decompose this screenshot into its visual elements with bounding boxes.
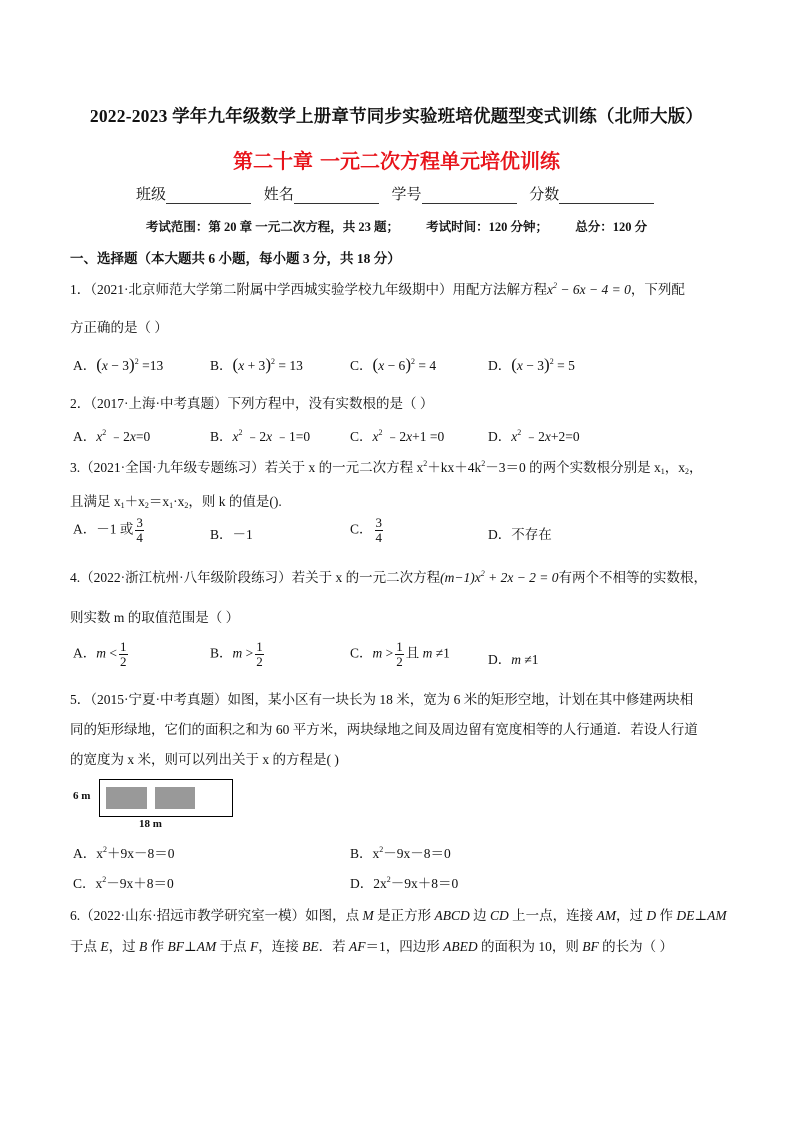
fraction: $\frac{1}{2}$ bbox=[256, 639, 263, 669]
question-1-line-2: 方正确的是（ ） bbox=[70, 320, 168, 335]
question-5-line-1 bbox=[70, 688, 693, 708]
question-1-equation: $x^2 - 6x - 4 = 0$ bbox=[547, 281, 631, 297]
question-5-line-3: 的宽度为 x 米，则可以列出关于 x 的方程是( ) bbox=[70, 752, 339, 767]
fraction: $\frac{3}{4}$ bbox=[136, 515, 143, 545]
question-1-line-1 bbox=[70, 278, 685, 298]
fraction: $\frac{1}{2}$ bbox=[396, 639, 403, 669]
chapter-title: 第二十章 一元二次方程单元培优训练 bbox=[233, 149, 560, 173]
question-2-text bbox=[70, 392, 433, 412]
score-field[interactable] bbox=[529, 183, 654, 204]
question-6-line-2: 于点 E，过 B 作 BF⊥AM 于点 F，连接 BE．若 AF＝1，四边形 ABED 的面积为 10，则 BF 的长为（ ） bbox=[70, 939, 673, 954]
question-2-option-b[interactable]: B．$x^2$ ﹣2x ﹣1=0 bbox=[210, 428, 311, 444]
document-title: 2022-2023 学年九年级数学上册章节同步实验班培优题型变式训练（北师大版） bbox=[89, 106, 704, 126]
question-5-option-a[interactable]: A．$x^2+9x-8=0$ bbox=[73, 845, 175, 861]
fraction: $\frac{1}{2}$ bbox=[120, 639, 127, 669]
question-4-line-1 bbox=[70, 566, 707, 586]
score-label: 分数 bbox=[529, 187, 560, 203]
class-label: 班级 bbox=[136, 187, 167, 203]
question-4-option-d[interactable]: D．m ≠1 bbox=[488, 652, 539, 667]
question-2-option-d[interactable]: D．$x^2$ ﹣2x+2=0 bbox=[488, 428, 580, 444]
question-2-number: 2． bbox=[70, 396, 91, 411]
question-1-option-c[interactable]: C．$(x - 6)^2 = 4$ bbox=[350, 355, 437, 374]
question-1-option-a[interactable]: A．$(x - 3)^2 =13$ bbox=[73, 355, 164, 374]
name-field[interactable] bbox=[264, 183, 379, 204]
question-4-stem-a: （2022·浙江杭州·八年级阶段练习）若关于 x 的一元二次方程 bbox=[80, 570, 441, 585]
exam-time: 考试时间：120 分钟； bbox=[426, 220, 549, 234]
name-label: 姓名 bbox=[263, 187, 294, 203]
figure-width-label: 6 m bbox=[73, 790, 91, 802]
question-4-option-c[interactable]: C．m > $\frac{1}{2}$ 且 m ≠1 bbox=[350, 639, 450, 669]
question-4-number: 4. bbox=[70, 570, 81, 585]
question-1-source: （2021·北京师范大学第二附属中学西城实验学校九年级期中）用配方法解方程 bbox=[90, 282, 547, 297]
class-field[interactable] bbox=[136, 183, 251, 204]
question-3-stem: （2021·全国·九年级专题练习）若关于 x 的一元二次方程 $x^2+kx+4k^2-3=0$ 的两个实数根分别是 $x_1$，$x_2$， bbox=[80, 459, 703, 476]
student-info-row bbox=[136, 183, 663, 204]
name-blank[interactable] bbox=[294, 189, 379, 204]
student-id-field[interactable] bbox=[392, 183, 517, 204]
question-2-option-a[interactable]: A．$x^2$ ﹣2x=0 bbox=[73, 428, 151, 444]
question-5-option-b[interactable]: B．$x^2-9x-8=0$ bbox=[350, 845, 451, 861]
exam-info bbox=[0, 217, 793, 235]
exam-scope: 考试范围：第 20 章 一元二次方程，共 23 题； bbox=[145, 220, 400, 234]
student-id-blank[interactable] bbox=[422, 189, 517, 204]
question-4-equation: $(m-1)x^2 + 2x - 2 = 0$ bbox=[440, 569, 559, 585]
figure-length-label: 18 m bbox=[139, 818, 162, 830]
question-3-option-a[interactable]: A．－1 或 $\frac{3}{4}$ bbox=[73, 515, 143, 545]
question-1-option-d[interactable]: D．$(x - 3)^2 = 5$ bbox=[488, 355, 575, 374]
question-1-tail: ，下列配 bbox=[630, 282, 685, 297]
green-area-1 bbox=[106, 787, 147, 809]
question-3-number: 3. bbox=[70, 460, 81, 475]
section-heading: 一、选择题（本大题共 6 小题，每小题 3 分，共 18 分） bbox=[70, 251, 401, 266]
question-3-option-c[interactable]: C． $\frac{3}{4}$ bbox=[350, 515, 383, 545]
question-4-line-2: 则实数 m 的取值范围是（ ） bbox=[70, 610, 240, 625]
question-3-option-b[interactable]: B．－1 bbox=[210, 527, 253, 542]
fraction: $\frac{3}{4}$ bbox=[375, 515, 383, 545]
question-4-option-b[interactable]: B．m > $\frac{1}{2}$ bbox=[210, 639, 263, 669]
question-3-line-1 bbox=[70, 456, 703, 476]
question-5-figure bbox=[73, 776, 263, 828]
exam-total: 总分：120 分 bbox=[575, 220, 648, 234]
question-1-option-b[interactable]: B．$(x + 3)^2 = 13$ bbox=[210, 355, 303, 374]
green-area-2 bbox=[155, 787, 195, 809]
question-4-stem-b: 有两个不相等的实数根， bbox=[558, 570, 708, 585]
question-5-number: 5． bbox=[70, 692, 91, 707]
question-3-line-2: 且满足 $x_1+x_2=x_1\cdot x_2$，则 k 的值是(). bbox=[70, 494, 282, 510]
question-4-option-a[interactable]: A．m < $\frac{1}{2}$ bbox=[73, 639, 127, 669]
score-blank[interactable] bbox=[559, 189, 654, 204]
question-6-number: 6. bbox=[70, 908, 81, 923]
question-6-stem: （2022·山东·招远市教学研究室一模）如图，点 M 是正方形 ABCD 边 CD 上一点，连接 AM，过 D 作 DE⊥AM bbox=[80, 908, 727, 923]
question-1-number: 1． bbox=[70, 282, 91, 297]
class-blank[interactable] bbox=[166, 189, 251, 204]
student-id-label: 学号 bbox=[391, 187, 422, 203]
question-5-option-c[interactable]: C．$x^2-9x+8=0$ bbox=[73, 875, 174, 891]
question-2-option-c[interactable]: C．$x^2$ ﹣2x+1 =0 bbox=[350, 428, 445, 444]
question-5-stem: （2015·宁夏·中考真题）如图，某小区有一块长为 18 米，宽为 6 米的矩形空地，计划在其中修建两块相 bbox=[90, 692, 694, 707]
question-5-option-d[interactable]: D．$2x^2-9x+8=0$ bbox=[350, 875, 459, 891]
question-3-option-d[interactable]: D．不存在 bbox=[488, 527, 552, 542]
question-6-line-1 bbox=[70, 904, 727, 924]
question-2-stem: （2017·上海·中考真题）下列方程中，没有实数根的是（ ） bbox=[90, 396, 434, 411]
question-5-line-2: 同的矩形绿地，它们的面积之和为 60 平方米，两块绿地之间及周边留有宽度相等的人行通道．若设人行道 bbox=[70, 722, 698, 737]
